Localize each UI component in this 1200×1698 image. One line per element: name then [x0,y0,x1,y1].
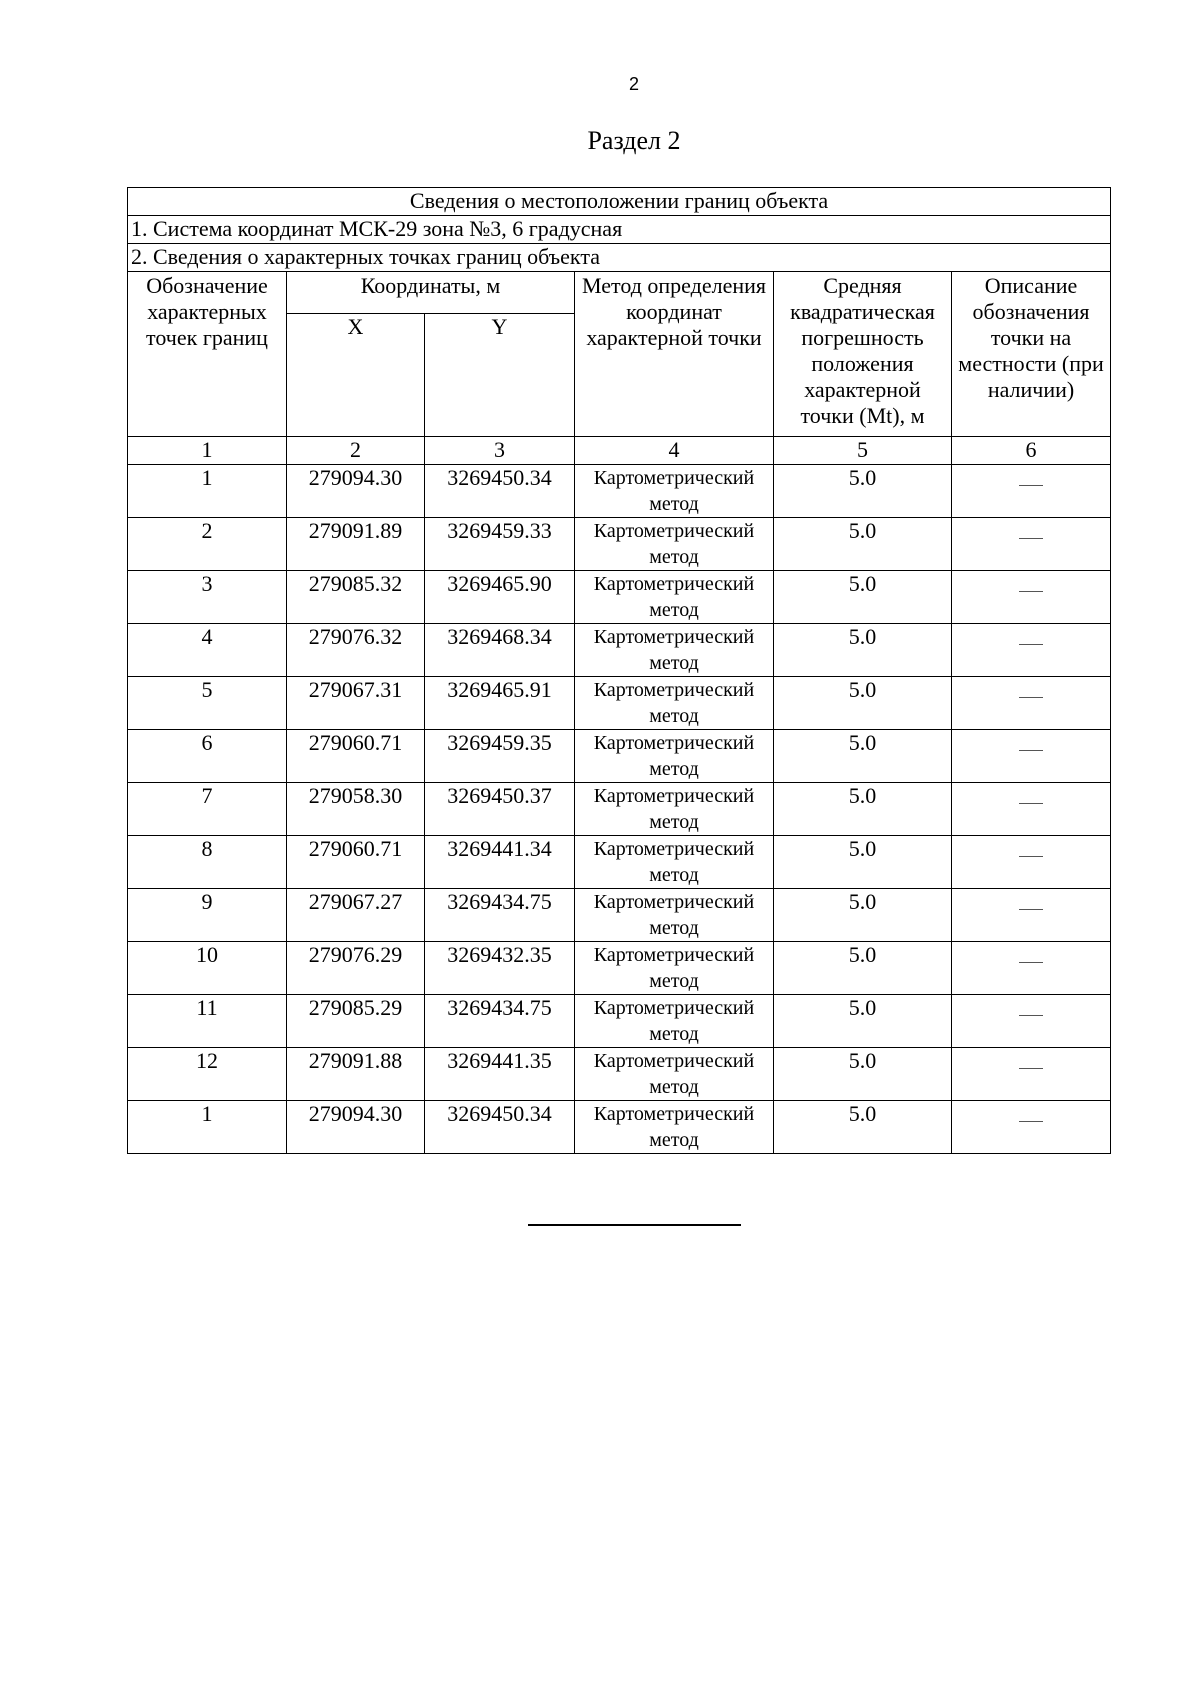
page-number: 2 [628,74,639,94]
description-cell [952,836,1111,889]
y-coordinate-cell: 3269441.35 [425,1048,575,1101]
header-mean-error: Средняя квадратическая погрешность положения характерной точки (Mt), м [774,272,952,437]
mean-error-cell: 5.0 [774,783,952,836]
point-number-cell: 1 [128,465,287,518]
table-row [128,942,1111,995]
y-coordinate-cell: 3269434.75 [425,995,575,1048]
point-number-cell: 7 [128,783,287,836]
table-row [128,677,1111,730]
description-cell [952,1048,1111,1101]
closing-rule [528,1224,741,1226]
point-number-cell: 10 [128,942,287,995]
points-info-line: 2. Сведения о характерных точках границ объекта [128,244,1111,272]
x-coordinate-cell: 279085.29 [287,995,425,1048]
mean-error-cell: 5.0 [774,995,952,1048]
method-cell: Картометрический метод [575,836,774,889]
mean-error-cell: 5.0 [774,836,952,889]
mean-error-cell: 5.0 [774,730,952,783]
dash-icon [1019,591,1043,592]
mean-error-cell: 5.0 [774,1101,952,1154]
dash-icon [1019,1068,1043,1069]
point-number-cell: 5 [128,677,287,730]
method-cell: Картометрический метод [575,465,774,518]
table-row [128,465,1111,518]
description-cell [952,465,1111,518]
y-coordinate-cell: 3269450.34 [425,465,575,518]
section-title: Раздел 2 [587,126,681,155]
coordinate-system-line: 1. Система координат МСК-29 зона №3, 6 градусная [128,216,1111,244]
header-description: Описание обозначения точки на местности (при наличии) [952,272,1111,437]
point-number-cell: 2 [128,518,287,571]
description-cell [952,995,1111,1048]
y-coordinate-cell: 3269459.33 [425,518,575,571]
description-cell [952,889,1111,942]
method-cell: Картометрический метод [575,942,774,995]
dash-icon [1019,909,1043,910]
dash-icon [1019,1121,1043,1122]
description-cell [952,571,1111,624]
point-number-cell: 4 [128,624,287,677]
method-cell: Картометрический метод [575,624,774,677]
y-coordinate-cell: 3269450.37 [425,783,575,836]
dash-icon [1019,697,1043,698]
column-number: 1 [128,437,287,465]
x-coordinate-cell: 279094.30 [287,465,425,518]
table-row [128,889,1111,942]
table-row [128,995,1111,1048]
mean-error-cell: 5.0 [774,571,952,624]
description-cell [952,677,1111,730]
table-row [128,836,1111,889]
description-cell [952,942,1111,995]
x-coordinate-cell: 279058.30 [287,783,425,836]
mean-error-cell: 5.0 [774,889,952,942]
mean-error-cell: 5.0 [774,677,952,730]
y-coordinate-cell: 3269468.34 [425,624,575,677]
point-number-cell: 9 [128,889,287,942]
method-cell: Картометрический метод [575,783,774,836]
point-number-cell: 11 [128,995,287,1048]
boundary-points-table [127,187,1111,1154]
dash-icon [1019,644,1043,645]
mean-error-cell: 5.0 [774,1048,952,1101]
column-number: 6 [952,437,1111,465]
point-number-cell: 12 [128,1048,287,1101]
column-number: 3 [425,437,575,465]
dash-icon [1019,962,1043,963]
dash-icon [1019,538,1043,539]
y-coordinate-cell: 3269450.34 [425,1101,575,1154]
method-cell: Картометрический метод [575,518,774,571]
mean-error-cell: 5.0 [774,942,952,995]
method-cell: Картометрический метод [575,1048,774,1101]
table-caption: Сведения о местоположении границ объекта [128,188,1111,216]
y-coordinate-cell: 3269465.91 [425,677,575,730]
column-number: 4 [575,437,774,465]
description-cell [952,518,1111,571]
column-number: 5 [774,437,952,465]
x-coordinate-cell: 279085.32 [287,571,425,624]
x-coordinate-cell: 279060.71 [287,730,425,783]
method-cell: Картометрический метод [575,677,774,730]
y-coordinate-cell: 3269432.35 [425,942,575,995]
mean-error-cell: 5.0 [774,465,952,518]
mean-error-cell: 5.0 [774,518,952,571]
x-coordinate-cell: 279094.30 [287,1101,425,1154]
x-coordinate-cell: 279076.32 [287,624,425,677]
dash-icon [1019,803,1043,804]
point-number-cell: 1 [128,1101,287,1154]
description-cell [952,730,1111,783]
header-point-designation: Обозначение характерных точек границ [128,272,287,437]
table-row [128,730,1111,783]
dash-icon [1019,750,1043,751]
header-x: X [287,314,425,437]
header-method: Метод определения координат характерной точки [575,272,774,437]
description-cell [952,783,1111,836]
x-coordinate-cell: 279091.88 [287,1048,425,1101]
dash-icon [1019,1015,1043,1016]
column-numbers-row [128,437,1111,465]
table-row [128,1048,1111,1101]
table-row [128,518,1111,571]
method-cell: Картометрический метод [575,1101,774,1154]
dash-icon [1019,856,1043,857]
table-row [128,624,1111,677]
description-cell [952,624,1111,677]
table-row [128,1101,1111,1154]
header-y: Y [425,314,575,437]
y-coordinate-cell: 3269441.34 [425,836,575,889]
x-coordinate-cell: 279076.29 [287,942,425,995]
method-cell: Картометрический метод [575,571,774,624]
y-coordinate-cell: 3269459.35 [425,730,575,783]
point-number-cell: 3 [128,571,287,624]
dash-icon [1019,485,1043,486]
y-coordinate-cell: 3269465.90 [425,571,575,624]
x-coordinate-cell: 279091.89 [287,518,425,571]
x-coordinate-cell: 279067.27 [287,889,425,942]
description-cell [952,1101,1111,1154]
x-coordinate-cell: 279067.31 [287,677,425,730]
point-number-cell: 8 [128,836,287,889]
column-number: 2 [287,437,425,465]
table-row [128,783,1111,836]
method-cell: Картометрический метод [575,730,774,783]
method-cell: Картометрический метод [575,995,774,1048]
method-cell: Картометрический метод [575,889,774,942]
x-coordinate-cell: 279060.71 [287,836,425,889]
header-coordinates: Координаты, м [287,272,575,314]
point-number-cell: 6 [128,730,287,783]
table-row [128,571,1111,624]
mean-error-cell: 5.0 [774,624,952,677]
y-coordinate-cell: 3269434.75 [425,889,575,942]
